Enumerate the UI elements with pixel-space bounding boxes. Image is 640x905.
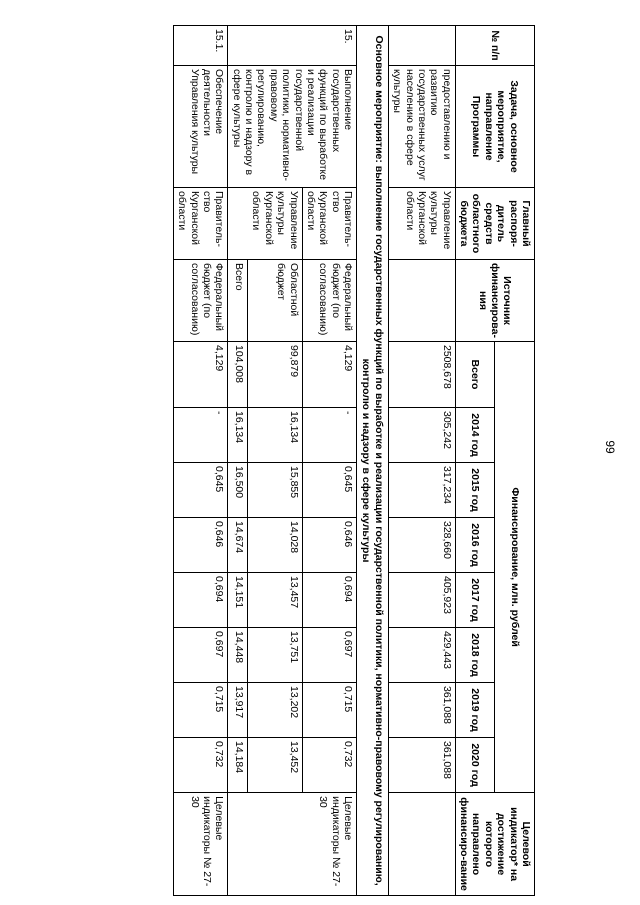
row-year-value: 15,855 <box>248 463 302 518</box>
row-year-value: 328,660 <box>388 518 455 573</box>
row-year-value: 13,202 <box>248 683 302 738</box>
row-year-value: 14,151 <box>228 573 248 628</box>
row-total: 4,129 <box>173 342 228 408</box>
row-manager: Правитель-ство Курганской области <box>173 188 228 260</box>
header-indicator: Целевой индикатор* на достижение которого направлено финансиро-вание <box>455 793 534 896</box>
header-year: 2016 год <box>455 518 495 573</box>
row-year-value: 0,697 <box>173 628 228 683</box>
row-year-value: 0,694 <box>173 573 228 628</box>
row-year-value: 0,697 <box>302 628 357 683</box>
row-manager: Управление культуры Курганской области <box>228 188 302 260</box>
row-task: предоставлению и развитию государственных услуг населению в сфере культуры <box>388 66 455 188</box>
row-num: 15. <box>228 26 357 66</box>
row-year-value: 405,923 <box>388 573 455 628</box>
header-year: 2018 год <box>455 628 495 683</box>
row-year-value: 305,242 <box>388 408 455 463</box>
row-total: 2508,678 <box>388 342 455 408</box>
row-year-value: 13,457 <box>248 573 302 628</box>
row-year-value: 317,234 <box>388 463 455 518</box>
row-year-value: 16,500 <box>228 463 248 518</box>
header-year: 2014 год <box>455 408 495 463</box>
row-year-value: 0,645 <box>173 463 228 518</box>
row-year-value: 0,715 <box>302 683 357 738</box>
page-number: 99 <box>603 440 617 454</box>
row-indicator <box>388 793 455 896</box>
header-total: Всего <box>455 342 495 408</box>
row-year-value: 14,674 <box>228 518 248 573</box>
header-year: 2017 год <box>455 573 495 628</box>
row-year-value: 429,443 <box>388 628 455 683</box>
header-task: Задача, основное мероприятие, направление Программы <box>455 66 534 188</box>
row-year-value: 16,134 <box>248 408 302 463</box>
row-indicator: Целевые индикаторы № 27-30 <box>228 793 357 896</box>
row-task: Обеспечение деятельности Управления культуры <box>173 66 228 188</box>
row-source: Федеральный бюджет (по согласованию) <box>173 260 228 342</box>
row-year-value: 0,732 <box>173 738 228 793</box>
row-year-value: 14,028 <box>248 518 302 573</box>
row-year-value: 14,448 <box>228 628 248 683</box>
rotated-table-container <box>105 25 535 895</box>
financing-table <box>173 25 535 896</box>
row-year-value: 0,715 <box>173 683 228 738</box>
row-year-value: 13,751 <box>248 628 302 683</box>
table-row <box>302 26 357 896</box>
row-year-value: 13,452 <box>248 738 302 793</box>
header-year: 2019 год <box>455 683 495 738</box>
row-year-value: 0,645 <box>302 463 357 518</box>
row-indicator: Целевые индикаторы № 27-30 <box>173 793 228 896</box>
row-year-value: - <box>302 408 357 463</box>
row-source: Федеральный бюджет (по согласованию) <box>302 260 357 342</box>
section-row <box>357 26 389 896</box>
row-total: 99,879 <box>248 342 302 408</box>
section-title: Основное мероприятие: выполнение государственных функций по выработке и реализации государственной политики, нормативно-правовому регулированию, контролю и надзору в сфере культуры <box>357 26 389 896</box>
row-total: 104,008 <box>228 342 248 408</box>
header-source: Источник финансирова-ния <box>455 260 534 342</box>
row-manager: Правитель-ство Курганской области <box>302 188 357 260</box>
header-financing: Финансирование, млн. рублей <box>495 342 535 793</box>
row-year-value: 16,134 <box>228 408 248 463</box>
header-manager: Главный распоря-дитель средств областного бюджета <box>455 188 534 260</box>
row-year-value: 13,917 <box>228 683 248 738</box>
row-source: Областной бюджет <box>248 260 302 342</box>
row-year-value: 0,694 <box>302 573 357 628</box>
row-source: Всего <box>228 260 248 342</box>
row-manager: Управление культуры Курганской области <box>388 188 455 260</box>
table-row <box>388 26 455 896</box>
row-task: Выполнение государственных функций по выработке и реализации государственной политики, нормативно-правовому регулированию, контролю и надзору в сфере культуры <box>228 66 357 188</box>
row-year-value: 361,088 <box>388 738 455 793</box>
row-year-value: 0,646 <box>173 518 228 573</box>
header-row-1 <box>495 26 535 896</box>
row-source <box>388 260 455 342</box>
row-num <box>388 26 455 66</box>
row-year-value: - <box>173 408 228 463</box>
header-year: 2020 год <box>455 738 495 793</box>
table-row <box>173 26 228 896</box>
row-num: 15.1. <box>173 26 228 66</box>
row-year-value: 361,088 <box>388 683 455 738</box>
row-year-value: 14,184 <box>228 738 248 793</box>
header-year: 2015 год <box>455 463 495 518</box>
row-year-value: 0,646 <box>302 518 357 573</box>
row-year-value: 0,732 <box>302 738 357 793</box>
row-total: 4,129 <box>302 342 357 408</box>
header-num: № п/п <box>455 26 534 66</box>
